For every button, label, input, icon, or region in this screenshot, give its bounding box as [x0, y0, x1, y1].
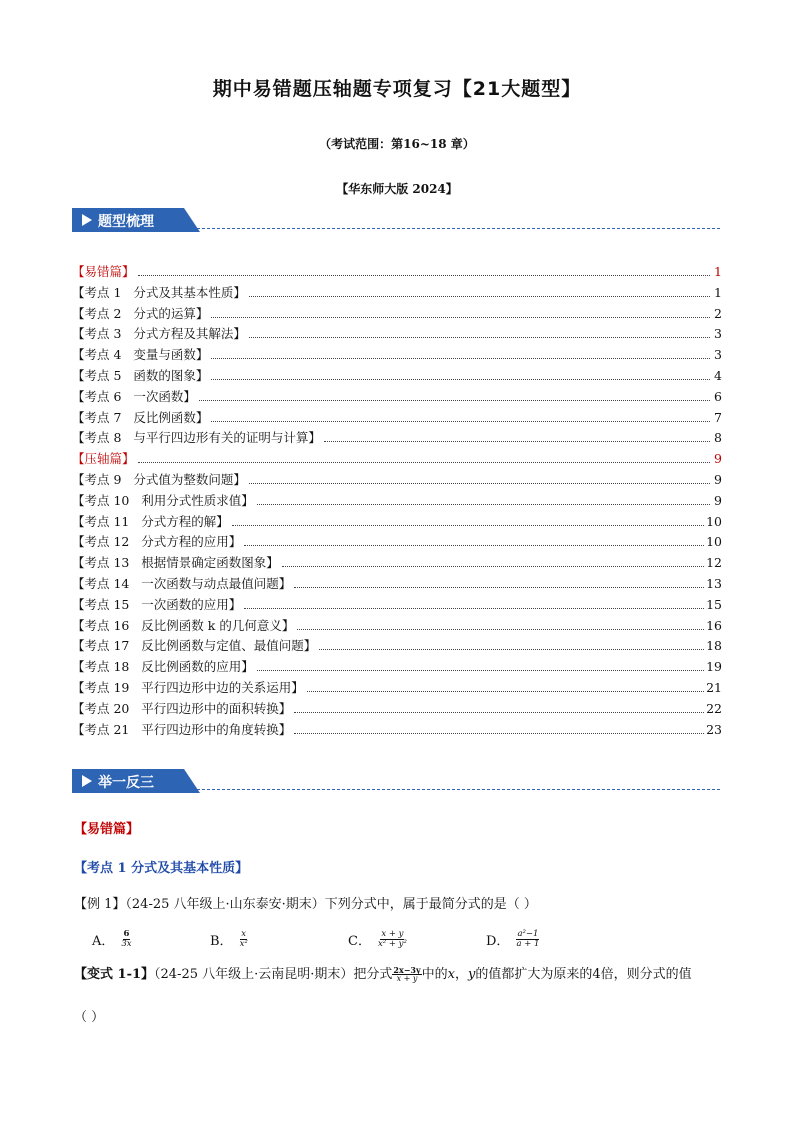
fraction-denominator: x² — [239, 939, 248, 949]
toc-entry-label: 【考点 14 一次函数与动点最值问题】 — [72, 575, 292, 591]
toc-row[interactable] — [72, 678, 722, 699]
toc-entry-label: 【考点 15 一次函数的应用】 — [72, 596, 242, 612]
answer-options — [92, 930, 652, 954]
toc-entry-label: 【考点 16 反比例函数 k 的几何意义】 — [72, 617, 295, 633]
option-b — [210, 930, 249, 949]
toc-entry-label: 【考点 5 函数的图象】 — [72, 367, 209, 383]
dot-leader — [324, 441, 710, 442]
toc-row[interactable] — [72, 283, 722, 304]
option-letter: C． — [348, 934, 371, 949]
option-fraction — [377, 930, 408, 949]
dashed-divider — [192, 789, 720, 790]
option-c — [348, 930, 408, 949]
toc-entry-label: 【考点 6 一次函数】 — [72, 388, 196, 404]
example-tag: 【例 1】 — [74, 897, 126, 912]
option-fraction — [515, 930, 540, 949]
fraction-numerator: a²−1 — [517, 929, 539, 940]
toc-row[interactable] — [72, 657, 722, 678]
toc-entry-label: 【考点 21 平行四边形中的角度转换】 — [72, 721, 292, 737]
option-letter: A． — [92, 934, 115, 949]
dot-leader — [249, 337, 710, 338]
toc-entry-label: 【考点 7 反比例函数】 — [72, 409, 209, 425]
toc-row[interactable] — [72, 553, 722, 574]
toc-row[interactable] — [72, 512, 722, 533]
edition-label: 【华东师大版 2024】 — [336, 182, 458, 196]
variant-text: 的值都扩大为原来的4倍，则分式的值 — [475, 967, 692, 982]
toc-page-number: 4 — [714, 367, 722, 383]
toc-entry-label: 【考点 11 分式方程的解】 — [72, 513, 229, 529]
toc-page-number: 12 — [706, 555, 722, 571]
toc-page-number: 18 — [706, 638, 722, 654]
toc-row[interactable] — [72, 491, 722, 512]
toc-row[interactable] — [72, 449, 722, 470]
toc-entry-label: 【压轴篇】 — [72, 451, 135, 467]
fraction-denominator: x² + y² — [377, 939, 407, 949]
section-title: 题型梳理 — [98, 214, 154, 230]
dot-leader — [211, 317, 710, 318]
fraction-numerator: x — [241, 929, 247, 940]
fraction-denominator: 3x — [121, 939, 132, 949]
option-fraction — [120, 930, 132, 949]
variant-tag: 【变式 1-1】 — [74, 967, 155, 982]
toc-page-number: 9 — [714, 451, 722, 467]
toc-entry-label: 【考点 20 平行四边形中的面积转换】 — [72, 700, 292, 716]
variant-text: ， — [455, 967, 469, 982]
toc-row[interactable] — [72, 636, 722, 657]
example-question — [74, 893, 537, 912]
toc-page-number: 23 — [706, 721, 722, 737]
toc-row[interactable] — [72, 699, 722, 720]
option-d — [486, 930, 540, 949]
toc-page-number: 13 — [706, 575, 722, 591]
dot-leader — [211, 358, 710, 359]
toc-page-number: 15 — [706, 596, 722, 612]
dot-leader — [211, 421, 710, 422]
inline-fraction — [392, 966, 421, 984]
dot-leader — [294, 587, 704, 588]
dot-leader — [257, 504, 710, 505]
toc-row[interactable] — [72, 532, 722, 553]
dot-leader — [244, 545, 704, 546]
section-title: 举一反三 — [98, 775, 154, 791]
section-header-toc — [72, 208, 720, 232]
toc-entry-label: 【考点 10 利用分式性质求值】 — [72, 492, 254, 508]
variant-question — [74, 964, 724, 986]
dot-leader — [211, 379, 710, 380]
toc-row[interactable] — [72, 345, 722, 366]
dot-leader — [294, 712, 704, 713]
toc-row[interactable] — [72, 470, 722, 491]
fraction-denominator: a + 1 — [516, 939, 540, 949]
dot-leader — [249, 483, 710, 484]
toc-entry-label: 【考点 17 反比例函数与定值、最值问题】 — [72, 638, 317, 654]
toc-page-number: 3 — [714, 347, 722, 363]
topic-label: 【考点 1 分式及其基本性质】 — [74, 861, 249, 876]
dot-leader — [319, 649, 704, 650]
section-header-practice — [72, 769, 720, 793]
toc-row[interactable] — [72, 428, 722, 449]
option-letter: D． — [486, 934, 510, 949]
toc-page-number: 7 — [714, 409, 722, 425]
toc-page-number: 21 — [706, 679, 722, 695]
dot-leader — [232, 525, 704, 526]
toc-entry-label: 【考点 2 分式的运算】 — [72, 305, 209, 321]
variant-text: 中的 — [421, 967, 448, 982]
toc-page-number: 10 — [706, 513, 722, 529]
toc-entry-label: 【考点 18 反比例函数的应用】 — [72, 659, 254, 675]
toc-page-number: 16 — [706, 617, 722, 633]
toc-entry-label: 【考点 13 根据情景确定函数图象】 — [72, 555, 279, 571]
option-fraction — [239, 930, 249, 949]
variable-y: y — [468, 967, 476, 982]
dot-leader — [244, 608, 704, 609]
toc-page-number: 22 — [706, 700, 722, 716]
toc-page-number: 6 — [714, 388, 722, 404]
toc-entry-label: 【考点 4 变量与函数】 — [72, 347, 209, 363]
toc-entry-label: 【考点 9 分式值为整数问题】 — [72, 471, 246, 487]
toc-page-number: 19 — [706, 659, 722, 675]
toc-page-number: 1 — [714, 284, 722, 300]
toc-page-number: 8 — [714, 430, 722, 446]
toc-row[interactable] — [72, 408, 722, 429]
toc-entry-label: 【考点 3 分式方程及其解法】 — [72, 326, 246, 342]
toc-row[interactable] — [72, 304, 722, 325]
fraction-numerator: 6 — [123, 929, 130, 940]
fraction-numerator: 2x−3y — [393, 964, 421, 975]
toc-page-number: 3 — [714, 326, 722, 342]
toc-row[interactable] — [72, 720, 722, 741]
table-of-contents — [72, 262, 722, 740]
dot-leader — [249, 296, 710, 297]
variable-x: x — [447, 967, 456, 982]
toc-entry-label: 【易错篇】 — [72, 264, 135, 279]
toc-page-number: 9 — [714, 471, 722, 487]
toc-row[interactable] — [72, 366, 722, 387]
dot-leader — [257, 670, 704, 671]
dot-leader — [294, 733, 704, 734]
example-text: （24-25 八年级上·山东泰安·期末）下列分式中，属于最简分式的是（ ） — [125, 897, 537, 912]
dot-leader — [138, 462, 710, 463]
toc-row[interactable] — [72, 574, 722, 595]
toc-page-number: 10 — [706, 534, 722, 550]
page-title: 期中易错题压轴题专项复习【21大题型】 — [212, 78, 582, 100]
fraction-numerator: x + y — [381, 929, 404, 940]
dashed-divider — [192, 228, 720, 229]
toc-page-number: 1 — [714, 264, 722, 279]
toc-row[interactable] — [72, 595, 722, 616]
variant-text: （24-25 八年级上·云南昆明·期末）把分式 — [154, 967, 393, 982]
fraction-denominator: x + y — [396, 974, 418, 983]
play-arrow-icon — [82, 214, 92, 226]
toc-entry-label: 【考点 19 平行四边形中边的关系运用】 — [72, 679, 304, 695]
toc-entry-label: 【考点 8 与平行四边形有关的证明与计算】 — [72, 430, 321, 446]
answer-parentheses: （ ） — [74, 1010, 105, 1025]
toc-row[interactable] — [72, 324, 722, 345]
exam-scope: （考试范围：第16~18 章） — [319, 137, 475, 151]
dot-leader — [199, 400, 710, 401]
toc-row[interactable] — [72, 387, 722, 408]
dot-leader — [138, 275, 710, 276]
part-label: 【易错篇】 — [74, 822, 140, 837]
toc-page-number: 2 — [714, 305, 722, 321]
dot-leader — [282, 566, 704, 567]
dot-leader — [297, 629, 704, 630]
dot-leader — [307, 691, 704, 692]
option-a — [92, 930, 133, 949]
play-arrow-icon — [82, 775, 92, 787]
toc-entry-label: 【考点 1 分式及其基本性质】 — [72, 284, 246, 300]
toc-row[interactable] — [72, 616, 722, 637]
option-letter: B． — [210, 934, 233, 949]
toc-entry-label: 【考点 12 分式方程的应用】 — [72, 534, 242, 550]
toc-row[interactable] — [72, 262, 722, 283]
toc-page-number: 9 — [714, 492, 722, 508]
